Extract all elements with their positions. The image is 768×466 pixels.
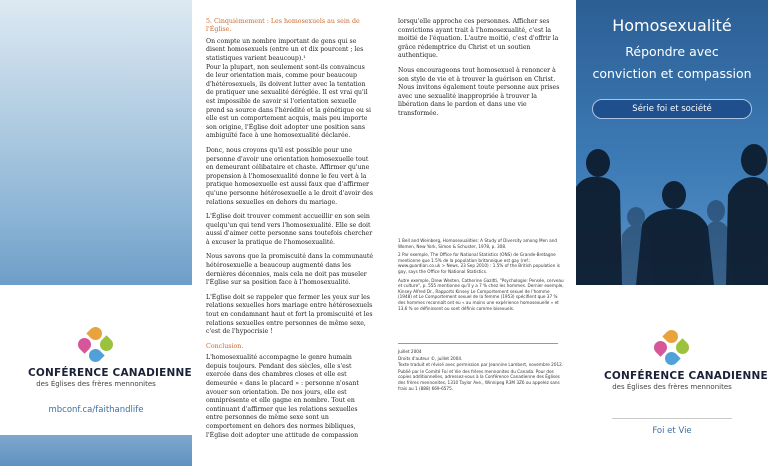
logo-title: CONFÉRENCE CANADIENNE bbox=[604, 370, 768, 382]
footnote: 2 Par exemple, The Office for National Statistics (ONS) de Grande-Bretagne mentionne que 1.5% de la population britannique est gay (ref.: www.guardian.co.uk > News, 23 Sep 2010) : 1.5% of the British population is gay, says the Office for National Statistics. bbox=[398, 252, 560, 274]
translation-line: Texte traduit et révisé avec permission par Jeannine Lambert, novembre 2012. bbox=[398, 362, 564, 368]
flower-logo-icon bbox=[654, 330, 690, 366]
paragraph: Nous encourageons tout homosexuel à renoncer à son style de vie et à trouver la guérison en Christ. Nous invitons également toute personne aux prises avec une sexualité inappropriée à trouver la libération dans le pardon et dans une vie transformée. bbox=[398, 66, 560, 117]
flower-logo-icon bbox=[78, 327, 114, 363]
conference-logo bbox=[604, 330, 768, 391]
conclusion-paragraph: L'homosexualité accompagne le genre humain depuis toujours. Pendant des siècles, elle s'est exercée dans des chambres closes et elle est demeurée « dans le placard » : personne n'osant avouer son orientation. De nos jours, elle est omniprésente et elle gagne en nombre. Tout en continuant d'affirmer que les relations sexuelles entre personnes de même sexe sont un comportement en dehors des normes bibliques, l'Église doit adopter une attitude de compassion bbox=[206, 354, 359, 439]
bottom-strip bbox=[0, 435, 192, 466]
conference-logo bbox=[28, 327, 192, 388]
silhouettes-image bbox=[576, 125, 768, 285]
footnote: Autre exemple, Drew Westen, Catherine Gazitti, "Psychologie: Pensée, cerveau et culture", p. 555 mentionne qu'il y a 7 % chez les hommes. Dernier exemple, Kinsey Alfred Dr., Rapports Kinsey Le Comportement sexuel de l'homme (1948) et Le Comportement sexuel de la femme (1953) spécifient que 37 % des hommes reconnaît ont eu « au moins une expérience homosexuelle » et 13,6 % se définissent ou sont définis comme bisexuels. bbox=[398, 277, 564, 311]
paragraph: L'Église doit se rappeler que fermer les yeux sur les relations sexuelles hors mariage entre hétérosexuels tout en condamnant haut et fort la promiscuité et les relations sexuelles entre personnes de même sexe, c'est de l'hypocrisie ! bbox=[206, 293, 373, 336]
divider bbox=[612, 418, 732, 419]
footnotes bbox=[398, 238, 564, 314]
paragraph: Nous savons que la promiscuité dans la communauté hétérosexuelle a beaucoup augmenté dans les dernières décennies, mais cela ne doit pas museler l'Église sur sa position face à l'homosexualité. bbox=[206, 253, 374, 287]
text-column-1 bbox=[192, 0, 384, 466]
paragraph: lorsqu'elle approche ces personnes. Afficher ses convictions ayant trait à l'homosexualité, c'est la moitié de l'équation. L'autre moitié, c'est d'offrir la grâce rédemptrice du Christ et un soutien authentique. bbox=[398, 18, 559, 60]
website-link[interactable]: mbconf.ca/faithandlife bbox=[48, 405, 144, 415]
paragraph: L'Église doit trouver comment accueillir en son sein quelqu'un qui tend vers l'homosexualité. Elle se doit aussi d'aimer cette personne sans toutefois chercher à excuser la pratique de l'homosexualité. bbox=[206, 213, 373, 246]
cover-subtitle-line-2: conviction et compassion bbox=[592, 66, 752, 81]
text-column-2 bbox=[384, 0, 576, 466]
series-badge: Série foi et société bbox=[592, 99, 752, 119]
paragraph: On compte un nombre important de gens qui se disent homosexuels (entre un et dix pourcent ; les statistiques varient beaucoup).¹ bbox=[206, 37, 364, 62]
publication-date: Juillet 2004 bbox=[398, 349, 422, 354]
footer-label: Foi et Vie bbox=[652, 426, 692, 436]
section-heading: 5. Cinquièmement : Les homosexuels au sein de l'Église. bbox=[206, 18, 360, 34]
divider bbox=[398, 343, 558, 344]
publisher-line: Publié par le Comité Foi et Vie des frères mennonites du Canada. Pour des copies additionnelles, adressez-vous à la Conférence Canadienne des Églises des frères mennonites, 1310 Taylor Ave., Winnipeg R3M 3Z6 ou appelez sans frais au 1 (888) 669-6575. bbox=[398, 368, 560, 391]
paragraph: Pour la plupart, non seulement sont-ils convaincus de leur orientation mais, comme pour beaucoup d'hétérosexuels, ils doivent lutter avec la tentation de pratiquer une sexualité déréglée. Il est vrai qu'il est impossible de savoir si l'orientation sexuelle prend sa source dans l'hérédité et la génétique ou si elle est un comportement acquis, mais peu importe son origine, l'Église doit adopter une position sans ambiguïté face à une homosexualité déclarée. bbox=[206, 63, 371, 140]
copyright-line: Droits d'auteur ©, juillet 2004. bbox=[398, 355, 463, 361]
footnote: 1 Bell and Weinberg, Homosexualities: A Study of Diversity among Men and Women, New York, Simon & Schuster, 1978, p. 308. bbox=[398, 238, 558, 249]
cover-subtitle-line-1: Répondre avec bbox=[625, 44, 719, 59]
back-cover-panel bbox=[0, 0, 192, 466]
logo-subtitle: des Églises des frères mennonites bbox=[36, 380, 156, 388]
conclusion-heading: Conclusion. bbox=[206, 342, 244, 350]
publication-info bbox=[398, 343, 564, 391]
front-cover-panel bbox=[576, 0, 768, 466]
logo-title: CONFÉRENCE CANADIENNE bbox=[28, 367, 192, 379]
cover-title: Homosexualité bbox=[612, 16, 732, 35]
logo-subtitle: des Églises des frères mennonites bbox=[612, 383, 732, 391]
paragraph: Donc, nous croyons qu'il est possible pour une personne d'avoir une orientation homosexuelle tout en demeurant célibataire et chaste. Affirmer qu'une propension à l'homosexualité donne le feu vert à la pratique homosexuelle est aussi faux que d'affirmer qu'une personne hétérosexuelle a le droit d'avoir des relations sexuelles en dehors du mariage. bbox=[206, 146, 373, 206]
